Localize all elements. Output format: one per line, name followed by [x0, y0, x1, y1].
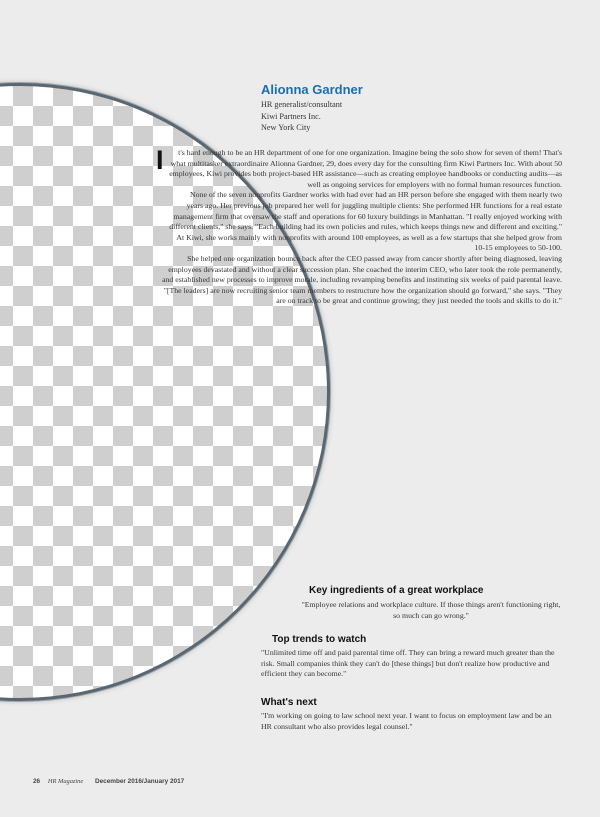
- magazine-name: HR Magazine: [47, 778, 84, 785]
- drop-cap: I: [156, 145, 164, 175]
- article-body: [156, 145, 562, 307]
- article-paragraph-1: I t's hard enough to be an HR department of one for one organization. Imagine being the solo show for seven of them! That's what multitasker extraordinaire Alionna Gardner, 29, does every day for the consulting firm Kiwi Partners Inc. With about 50 employees, Kiwi provides both project-based HR assistance—such as creating employee handbooks or conducting audits—as well as ongoing services for employers with no formal human resources function.: [156, 145, 562, 189]
- page-footer: [33, 778, 184, 785]
- ingredients-heading: Key ingredients of a great workplace: [309, 585, 484, 596]
- article-paragraph-2: None of the seven nonprofits Gardner works with had ever had an HR person before she engaged with them nearly two years ago. Her previous job prepared her well for juggling multiple clients: She performed HR functions for a real estate management firm that oversaw the staff and operations for 60 luxury buildings in Manhattan. "I really enjoyed working with different clients," she says. "Each building had its own policies and rules, which keeps things new and different and exciting.": [169, 190, 562, 232]
- profile-company: Kiwi Partners Inc.: [261, 111, 321, 121]
- profile-block: [261, 82, 363, 134]
- trends-quote: "Unlimited time off and paid parental time off. They can bring a reward much greater than the risk. Small companies think they can't do [these things] but don't realize how productive and efficient they can become.": [261, 648, 555, 679]
- article-paragraph-4: She helped one organization bounce back after the CEO passed away from cancer shortly after being diagnosed, leaving employees devastated and without a clear succession plan. She coached the interim CEO, who later took the role permanently, and established new processes to improve morale, including revamping benefits and instituting six weeks of paid parental leave. "[The leaders] are now recruiting senior team members to restructure how the organization should go forward," she says. "They are on track to be great and continue growing; they just needed the tools and skills to do it.": [162, 253, 562, 306]
- page-number: 26: [33, 778, 41, 785]
- profile-location: New York City: [261, 123, 311, 132]
- trends-heading: Top trends to watch: [272, 634, 367, 645]
- profile-name: Alionna Gardner: [261, 82, 363, 97]
- next-heading: What's next: [261, 697, 317, 708]
- issue-date: December 2016/January 2017: [95, 778, 185, 785]
- next-quote: "I'm working on going to law school next year. I want to focus on employment law and be an HR consultant who also provides legal counsel.": [261, 711, 552, 731]
- ingredients-quote: "Employee relations and workplace culture. If those things aren't functioning right, so much can go wrong.": [301, 600, 561, 620]
- profile-title: HR generalist/consultant: [261, 100, 343, 109]
- article-paragraph-3: At Kiwi, she works mainly with nonprofits with around 100 employees, as well as a few startups that she helped grow from 10-15 employees to 50-100.: [176, 232, 562, 253]
